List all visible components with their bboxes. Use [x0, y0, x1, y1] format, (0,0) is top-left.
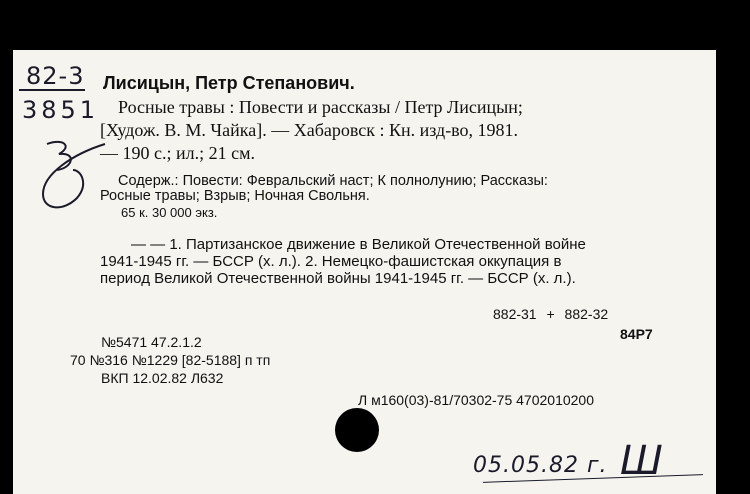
- title-line-2: [Худож. В. М. Чайка]. — Хабаровск : Кн. изд-во, 1981.: [100, 120, 519, 140]
- subject-line-1: — — 1. Партизанское движение в Великой Отечественной войне: [131, 236, 586, 253]
- call-number-top: 82-3: [26, 62, 85, 90]
- call-number-divider: [19, 89, 85, 91]
- author-heading: Лисицын, Петр Степанович.: [103, 73, 355, 93]
- subject-line-3: период Великой Отечественной войны 1941-1945 гг. — БССР (х. л.).: [100, 270, 576, 287]
- call-number-bottom: 3851: [22, 96, 100, 124]
- catalog-card: [13, 50, 716, 494]
- bottom-line-2: 70 №316 №1229 [82-5188] п тп: [70, 352, 271, 368]
- title-line-3: — 190 с.; ил.; 21 см.: [100, 143, 255, 163]
- contents-line-1: Содерж.: Повести: Февральский наст; К полнолунию; Рассказы:: [118, 173, 548, 189]
- handwritten-initials: Ш: [620, 438, 663, 484]
- contents-line-2: Росные травы; Взрыв; Ночная Свольня.: [100, 188, 370, 204]
- card-punch-hole: [335, 408, 379, 452]
- handwritten-date: 05.05.82 г.: [473, 453, 608, 478]
- classification-numbers: 882-31 + 882-32: [493, 306, 609, 322]
- classification-code: 84Р7: [620, 326, 653, 342]
- subject-line-2: 1941-1945 гг. — БССР (х. л.). 2. Немецко-фашистская оккупация в: [100, 253, 562, 270]
- bottom-line-3: ВКП 12.02.82 Л632: [101, 370, 224, 386]
- bottom-line-1: №5471 47.2.1.2: [101, 334, 202, 350]
- index-code: Л м160(03)-81/70302-75 4702010200: [358, 392, 594, 408]
- title-line-1: Росные травы : Повести и рассказы / Петр Лисицын;: [118, 97, 523, 117]
- price-print-run: 65 к. 30 000 экз.: [121, 205, 218, 220]
